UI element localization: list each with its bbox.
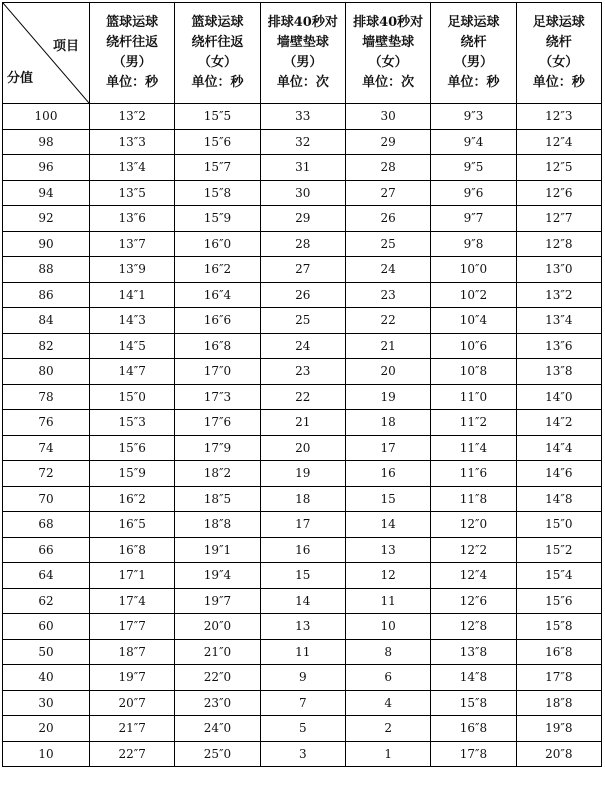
value-cell: 23	[345, 282, 430, 308]
value-cell: 20″7	[90, 690, 175, 716]
score-cell: 60	[3, 614, 90, 640]
value-cell: 24	[260, 333, 345, 359]
value-cell: 23″0	[175, 690, 260, 716]
table-row	[3, 690, 602, 716]
value-cell: 16″2	[175, 257, 260, 283]
value-cell: 15″5	[175, 104, 260, 130]
value-cell: 21	[345, 333, 430, 359]
value-cell: 15″6	[175, 129, 260, 155]
column-header-line: （男）	[112, 55, 152, 70]
value-cell: 15	[260, 563, 345, 589]
column-header-line: 排球40秒对	[353, 15, 424, 30]
value-cell: 22″0	[175, 665, 260, 691]
value-cell: 17″6	[175, 410, 260, 436]
value-cell: 16″0	[175, 231, 260, 257]
value-cell: 10″2	[431, 282, 516, 308]
value-cell: 9″5	[431, 155, 516, 181]
column-header-line: 排球40秒对	[267, 15, 338, 30]
value-cell: 2	[345, 716, 430, 742]
value-cell: 4	[345, 690, 430, 716]
column-header-line: （女）	[368, 55, 408, 70]
value-cell: 17″8	[431, 741, 516, 767]
table-row	[3, 384, 602, 410]
table-row	[3, 512, 602, 538]
value-cell: 19″1	[175, 537, 260, 563]
value-cell: 15″0	[90, 384, 175, 410]
column-header	[175, 3, 260, 104]
value-cell: 14″8	[516, 486, 601, 512]
column-header-line: 墙壁垫球	[362, 35, 415, 50]
value-cell: 15″9	[175, 206, 260, 232]
score-cell: 68	[3, 512, 90, 538]
score-cell: 72	[3, 461, 90, 487]
value-cell: 10″0	[431, 257, 516, 283]
value-cell: 11	[260, 639, 345, 665]
value-cell: 9″8	[431, 231, 516, 257]
score-cell: 62	[3, 588, 90, 614]
value-cell: 12″4	[516, 129, 601, 155]
value-cell: 16	[260, 537, 345, 563]
value-cell: 15″3	[90, 410, 175, 436]
value-cell: 10″8	[431, 359, 516, 385]
value-cell: 12	[345, 563, 430, 589]
value-cell: 15″8	[431, 690, 516, 716]
score-cell: 100	[3, 104, 90, 130]
table-row	[3, 333, 602, 359]
value-cell: 22	[260, 384, 345, 410]
table-row	[3, 104, 602, 130]
value-cell: 31	[260, 155, 345, 181]
value-cell: 16	[345, 461, 430, 487]
column-unit: 单位：秒	[447, 75, 500, 90]
value-cell: 10″4	[431, 308, 516, 334]
score-cell: 74	[3, 435, 90, 461]
value-cell: 25″0	[175, 741, 260, 767]
value-cell: 19″4	[175, 563, 260, 589]
column-header-line: 足球运球	[532, 15, 585, 30]
value-cell: 16″8	[175, 333, 260, 359]
value-cell: 17	[345, 435, 430, 461]
table-row	[3, 665, 602, 691]
score-cell: 82	[3, 333, 90, 359]
value-cell: 14	[260, 588, 345, 614]
value-cell: 28	[345, 155, 430, 181]
value-cell: 29	[260, 206, 345, 232]
value-cell: 17″7	[90, 614, 175, 640]
value-cell: 18	[260, 486, 345, 512]
value-cell: 15″2	[516, 537, 601, 563]
table-row	[3, 614, 602, 640]
table-row	[3, 129, 602, 155]
value-cell: 16″2	[90, 486, 175, 512]
value-cell: 13″5	[90, 180, 175, 206]
value-cell: 18	[345, 410, 430, 436]
column-header-line: 绕杆往返	[191, 35, 244, 50]
column-header-line: 篮球运球	[106, 15, 159, 30]
column-header	[431, 3, 516, 104]
value-cell: 21	[260, 410, 345, 436]
value-cell: 16″4	[175, 282, 260, 308]
value-cell: 26	[260, 282, 345, 308]
score-cell: 40	[3, 665, 90, 691]
value-cell: 14″4	[516, 435, 601, 461]
value-cell: 13″2	[90, 104, 175, 130]
value-cell: 14″6	[516, 461, 601, 487]
column-header-line: 篮球运球	[191, 15, 244, 30]
corner-label-item: 项目	[52, 39, 79, 54]
value-cell: 17	[260, 512, 345, 538]
value-cell: 13″2	[516, 282, 601, 308]
value-cell: 13″8	[516, 359, 601, 385]
value-cell: 13″6	[90, 206, 175, 232]
column-header-line: （男）	[453, 55, 493, 70]
value-cell: 12″3	[516, 104, 601, 130]
column-unit: 单位：秒	[532, 75, 585, 90]
table-row	[3, 359, 602, 385]
column-header-line: 绕杆往返	[106, 35, 159, 50]
value-cell: 11″2	[431, 410, 516, 436]
score-cell: 78	[3, 384, 90, 410]
value-cell: 30	[260, 180, 345, 206]
value-cell: 9	[260, 665, 345, 691]
value-cell: 22″7	[90, 741, 175, 767]
table-body	[3, 104, 602, 767]
table-row	[3, 155, 602, 181]
score-cell: 80	[3, 359, 90, 385]
value-cell: 11″6	[431, 461, 516, 487]
column-header-line: （女）	[197, 55, 237, 70]
value-cell: 21″7	[90, 716, 175, 742]
score-cell: 88	[3, 257, 90, 283]
value-cell: 18″5	[175, 486, 260, 512]
table-row	[3, 308, 602, 334]
table-row	[3, 410, 602, 436]
value-cell: 13″4	[516, 308, 601, 334]
column-header-line: 足球运球	[447, 15, 500, 30]
value-cell: 12″8	[516, 231, 601, 257]
value-cell: 12″6	[516, 180, 601, 206]
header-row	[3, 3, 602, 104]
column-unit: 单位：秒	[106, 75, 159, 90]
value-cell: 11″4	[431, 435, 516, 461]
table-row	[3, 639, 602, 665]
value-cell: 13″8	[431, 639, 516, 665]
value-cell: 25	[345, 231, 430, 257]
value-cell: 17″0	[175, 359, 260, 385]
table-row	[3, 588, 602, 614]
value-cell: 12″7	[516, 206, 601, 232]
value-cell: 30	[345, 104, 430, 130]
table-row	[3, 461, 602, 487]
score-cell: 30	[3, 690, 90, 716]
value-cell: 14″7	[90, 359, 175, 385]
value-cell: 20	[345, 359, 430, 385]
value-cell: 13″6	[516, 333, 601, 359]
column-header-line: 绕杆	[545, 35, 572, 50]
value-cell: 14″2	[516, 410, 601, 436]
value-cell: 8	[345, 639, 430, 665]
value-cell: 14″5	[90, 333, 175, 359]
value-cell: 13″3	[90, 129, 175, 155]
score-cell: 64	[3, 563, 90, 589]
value-cell: 9″6	[431, 180, 516, 206]
value-cell: 19	[345, 384, 430, 410]
value-cell: 11″8	[431, 486, 516, 512]
value-cell: 15″9	[90, 461, 175, 487]
score-cell: 10	[3, 741, 90, 767]
table-row	[3, 741, 602, 767]
value-cell: 13″9	[90, 257, 175, 283]
value-cell: 7	[260, 690, 345, 716]
table-row	[3, 486, 602, 512]
value-cell: 19″7	[175, 588, 260, 614]
score-table	[2, 2, 602, 767]
value-cell: 12″4	[431, 563, 516, 589]
score-cell: 84	[3, 308, 90, 334]
table-header	[3, 3, 602, 104]
column-header	[260, 3, 345, 104]
value-cell: 16″6	[175, 308, 260, 334]
column-unit: 单位：次	[276, 75, 329, 90]
table-row	[3, 257, 602, 283]
value-cell: 20″8	[516, 741, 601, 767]
score-cell: 50	[3, 639, 90, 665]
column-header	[516, 3, 601, 104]
value-cell: 12″6	[431, 588, 516, 614]
score-cell: 20	[3, 716, 90, 742]
score-cell: 98	[3, 129, 90, 155]
value-cell: 17″1	[90, 563, 175, 589]
column-unit: 单位：秒	[191, 75, 244, 90]
column-unit: 单位：次	[362, 75, 415, 90]
value-cell: 16″5	[90, 512, 175, 538]
value-cell: 22	[345, 308, 430, 334]
value-cell: 12″8	[431, 614, 516, 640]
value-cell: 17″3	[175, 384, 260, 410]
score-cell: 92	[3, 206, 90, 232]
value-cell: 17″8	[516, 665, 601, 691]
value-cell: 18″8	[516, 690, 601, 716]
value-cell: 21″0	[175, 639, 260, 665]
table-row	[3, 231, 602, 257]
corner-label-score: 分值	[7, 71, 34, 86]
value-cell: 16″8	[516, 639, 601, 665]
value-cell: 26	[345, 206, 430, 232]
value-cell: 11	[345, 588, 430, 614]
table-row	[3, 716, 602, 742]
value-cell: 10	[345, 614, 430, 640]
value-cell: 29	[345, 129, 430, 155]
value-cell: 15″4	[516, 563, 601, 589]
value-cell: 10″6	[431, 333, 516, 359]
value-cell: 23	[260, 359, 345, 385]
score-cell: 94	[3, 180, 90, 206]
score-cell: 76	[3, 410, 90, 436]
value-cell: 19″7	[90, 665, 175, 691]
value-cell: 27	[345, 180, 430, 206]
value-cell: 14″8	[431, 665, 516, 691]
table-row	[3, 282, 602, 308]
value-cell: 15″8	[175, 180, 260, 206]
value-cell: 32	[260, 129, 345, 155]
table-row	[3, 206, 602, 232]
value-cell: 12″0	[431, 512, 516, 538]
value-cell: 19″8	[516, 716, 601, 742]
value-cell: 15″6	[516, 588, 601, 614]
score-cell: 86	[3, 282, 90, 308]
value-cell: 13″7	[90, 231, 175, 257]
column-header	[90, 3, 175, 104]
score-cell: 66	[3, 537, 90, 563]
value-cell: 15″8	[516, 614, 601, 640]
column-header-line: 墙壁垫球	[276, 35, 329, 50]
value-cell: 13	[345, 537, 430, 563]
value-cell: 14	[345, 512, 430, 538]
value-cell: 12″5	[516, 155, 601, 181]
value-cell: 1	[345, 741, 430, 767]
table-row	[3, 563, 602, 589]
value-cell: 16″8	[431, 716, 516, 742]
value-cell: 20″0	[175, 614, 260, 640]
corner-header-cell	[3, 3, 90, 104]
value-cell: 25	[260, 308, 345, 334]
value-cell: 24	[345, 257, 430, 283]
value-cell: 24″0	[175, 716, 260, 742]
value-cell: 16″8	[90, 537, 175, 563]
value-cell: 13″0	[516, 257, 601, 283]
value-cell: 14″1	[90, 282, 175, 308]
value-cell: 5	[260, 716, 345, 742]
table-row	[3, 180, 602, 206]
value-cell: 27	[260, 257, 345, 283]
value-cell: 14″3	[90, 308, 175, 334]
value-cell: 11″0	[431, 384, 516, 410]
score-cell: 96	[3, 155, 90, 181]
column-header-line: （男）	[283, 55, 323, 70]
value-cell: 15	[345, 486, 430, 512]
column-header	[345, 3, 430, 104]
score-cell: 90	[3, 231, 90, 257]
value-cell: 9″4	[431, 129, 516, 155]
value-cell: 13″4	[90, 155, 175, 181]
column-header-line: 绕杆	[460, 35, 487, 50]
value-cell: 33	[260, 104, 345, 130]
value-cell: 12″2	[431, 537, 516, 563]
value-cell: 15″7	[175, 155, 260, 181]
value-cell: 17″9	[175, 435, 260, 461]
value-cell: 15″6	[90, 435, 175, 461]
value-cell: 9″7	[431, 206, 516, 232]
value-cell: 14″0	[516, 384, 601, 410]
value-cell: 19	[260, 461, 345, 487]
value-cell: 15″0	[516, 512, 601, 538]
value-cell: 18″2	[175, 461, 260, 487]
value-cell: 20	[260, 435, 345, 461]
value-cell: 9″3	[431, 104, 516, 130]
value-cell: 6	[345, 665, 430, 691]
score-cell: 70	[3, 486, 90, 512]
value-cell: 28	[260, 231, 345, 257]
value-cell: 18″8	[175, 512, 260, 538]
value-cell: 13	[260, 614, 345, 640]
value-cell: 3	[260, 741, 345, 767]
column-header-line: （女）	[539, 55, 579, 70]
table-row	[3, 537, 602, 563]
value-cell: 18″7	[90, 639, 175, 665]
table-row	[3, 435, 602, 461]
value-cell: 17″4	[90, 588, 175, 614]
